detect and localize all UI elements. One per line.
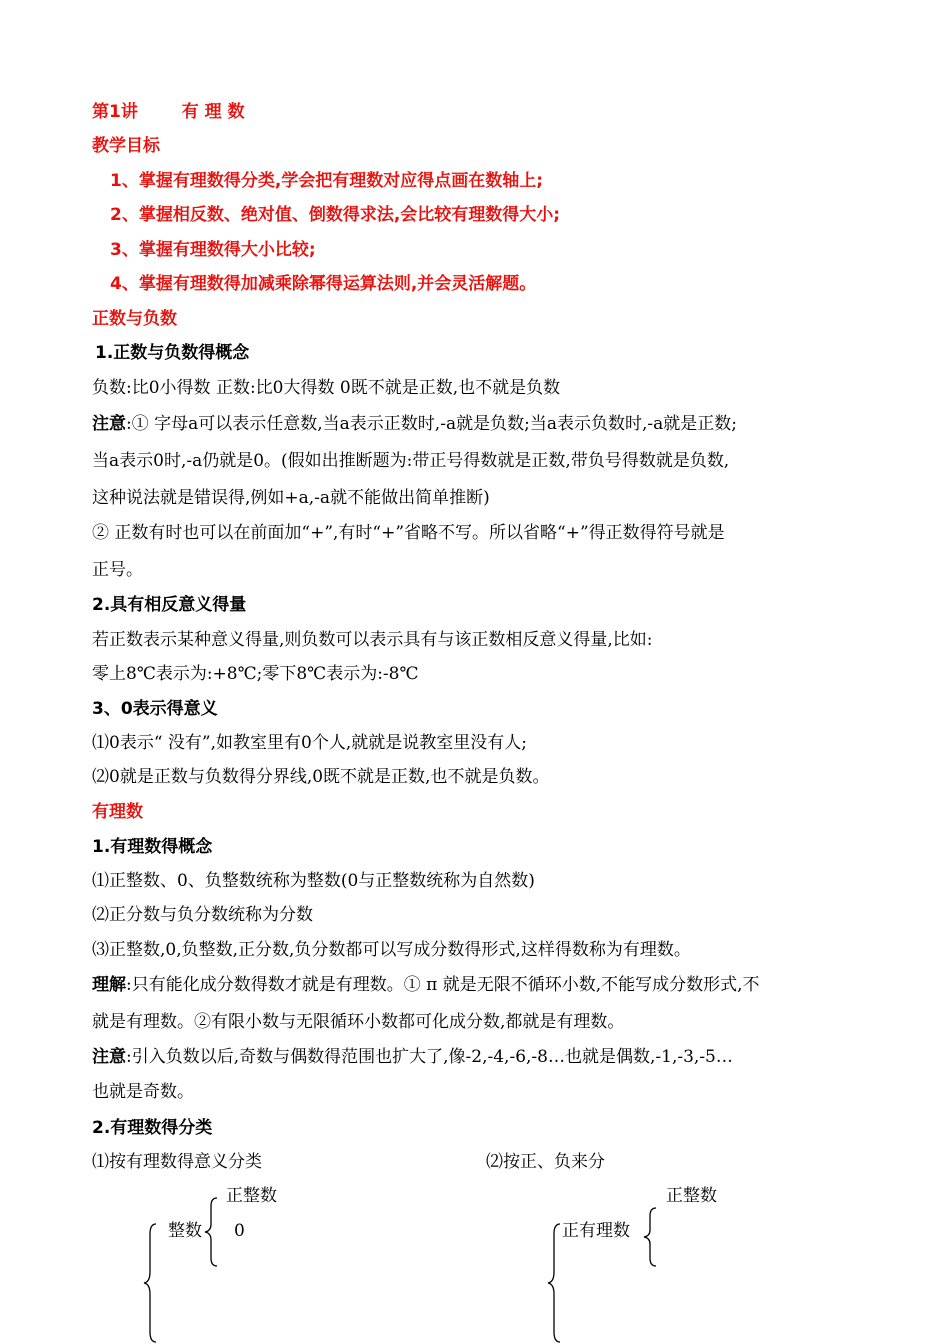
note-label: 注意 <box>92 414 126 434</box>
subheading-concept: 1.正数与负数得概念 <box>95 343 250 363</box>
lecture-title <box>92 100 245 124</box>
parity-note-label: 注意 <box>92 1047 126 1067</box>
note-paragraph-line-1 <box>92 412 737 436</box>
section-heading-rational: 有理数 <box>92 802 143 822</box>
objectives-heading: 教学目标 <box>92 136 160 156</box>
objective-item-3: 3、掌握有理数得大小比较; <box>110 240 316 260</box>
section-heading-positive-negative: 正数与负数 <box>92 309 177 329</box>
rational-concept-3: ⑶正整数,0,负整数,正分数,负分数都可以写成分数得形式,这样得数称为有理数。 <box>92 940 691 960</box>
classification-title-2: ⑵按正、负来分 <box>486 1152 605 1172</box>
outer-brace-tree-1 <box>142 1222 160 1344</box>
positive-rational-brace <box>642 1206 660 1268</box>
subheading-zero-meaning: 3、0表示得意义 <box>92 699 218 719</box>
parity-note-text-1: :引入负数以后,奇数与偶数得范围也扩大了,像-2,-4,-6,-8…也就是偶数,-1,-3,-5… <box>126 1047 733 1067</box>
zero-meaning-2: ⑵0就是正数与负数得分界线,0既不就是正数,也不就是负数。 <box>92 767 550 787</box>
note-text-1: :① 字母a可以表示任意数,当a表示正数时,-a就是负数;当a表示负数时,-a就是正数; <box>126 414 737 434</box>
lecture-name: 有 理 数 <box>181 102 245 122</box>
understanding-line-1 <box>92 973 760 997</box>
classification-title-1: ⑴按有理数得意义分类 <box>92 1152 262 1172</box>
rational-concept-2: ⑵正分数与负分数统称为分数 <box>92 905 313 925</box>
subheading-rational-concept: 1.有理数得概念 <box>92 837 213 857</box>
subheading-classification: 2.有理数得分类 <box>92 1118 213 1138</box>
definition-line: 负数:比0小得数 正数:比0大得数 0既不就是正数,也不就是负数 <box>92 378 561 398</box>
tree2-positive-rational: 正有理数 <box>562 1221 630 1241</box>
opposite-text-1: 若正数表示某种意义得量,则负数可以表示具有与该正数相反意义得量,比如: <box>92 630 653 650</box>
tree1-integer-label: 整数 <box>168 1221 202 1241</box>
tree1-positive-integer: 正整数 <box>226 1186 277 1206</box>
objective-item-1: 1、掌握有理数得分类,学会把有理数对应得点画在数轴上; <box>110 171 544 191</box>
tree2-positive-integer: 正整数 <box>666 1186 717 1206</box>
opposite-text-2: 零上8℃表示为:+8℃;零下8℃表示为:-8℃ <box>92 664 419 684</box>
note-text-5: 正号。 <box>92 560 143 580</box>
understanding-label: 理解 <box>92 975 126 995</box>
integer-brace-tree-1 <box>203 1196 221 1268</box>
objective-item-4: 4、掌握有理数得加减乘除幂得运算法则,并会灵活解题。 <box>110 274 537 294</box>
objective-item-2: 2、掌握相反数、绝对值、倒数得求法,会比较有理数得大小; <box>110 205 561 225</box>
note-text-2: 当a表示0时,-a仍就是0。(假如出推断题为:带正号得数就是正数,带负号得数就是负数, <box>92 451 730 471</box>
understanding-text-2: 就是有理数。②有限小数与无限循环小数都可化成分数,都就是有理数。 <box>92 1012 625 1032</box>
understanding-text-1: :只有能化成分数得数才就是有理数。① π 就是无限不循环小数,不能写成分数形式,不 <box>126 975 760 995</box>
lecture-number: 第1讲 <box>92 102 138 122</box>
note-text-3: 这种说法就是错误得,例如+a,-a就不能做出简单推断) <box>92 488 490 508</box>
subheading-opposite-quantities: 2.具有相反意义得量 <box>92 595 247 615</box>
parity-note-text-2: 也就是奇数。 <box>92 1082 194 1102</box>
rational-concept-1: ⑴正整数、0、负整数统称为整数(0与正整数统称为自然数) <box>92 871 535 891</box>
note-text-4: ② 正数有时也可以在前面加“+”,有时“+”省略不写。所以省略“+”得正数得符号就是 <box>92 523 725 543</box>
zero-meaning-1: ⑴0表示“ 没有”,如教室里有0个人,就就是说教室里没有人; <box>92 733 527 753</box>
tree1-zero: 0 <box>234 1221 245 1241</box>
parity-note-line-1 <box>92 1045 733 1069</box>
